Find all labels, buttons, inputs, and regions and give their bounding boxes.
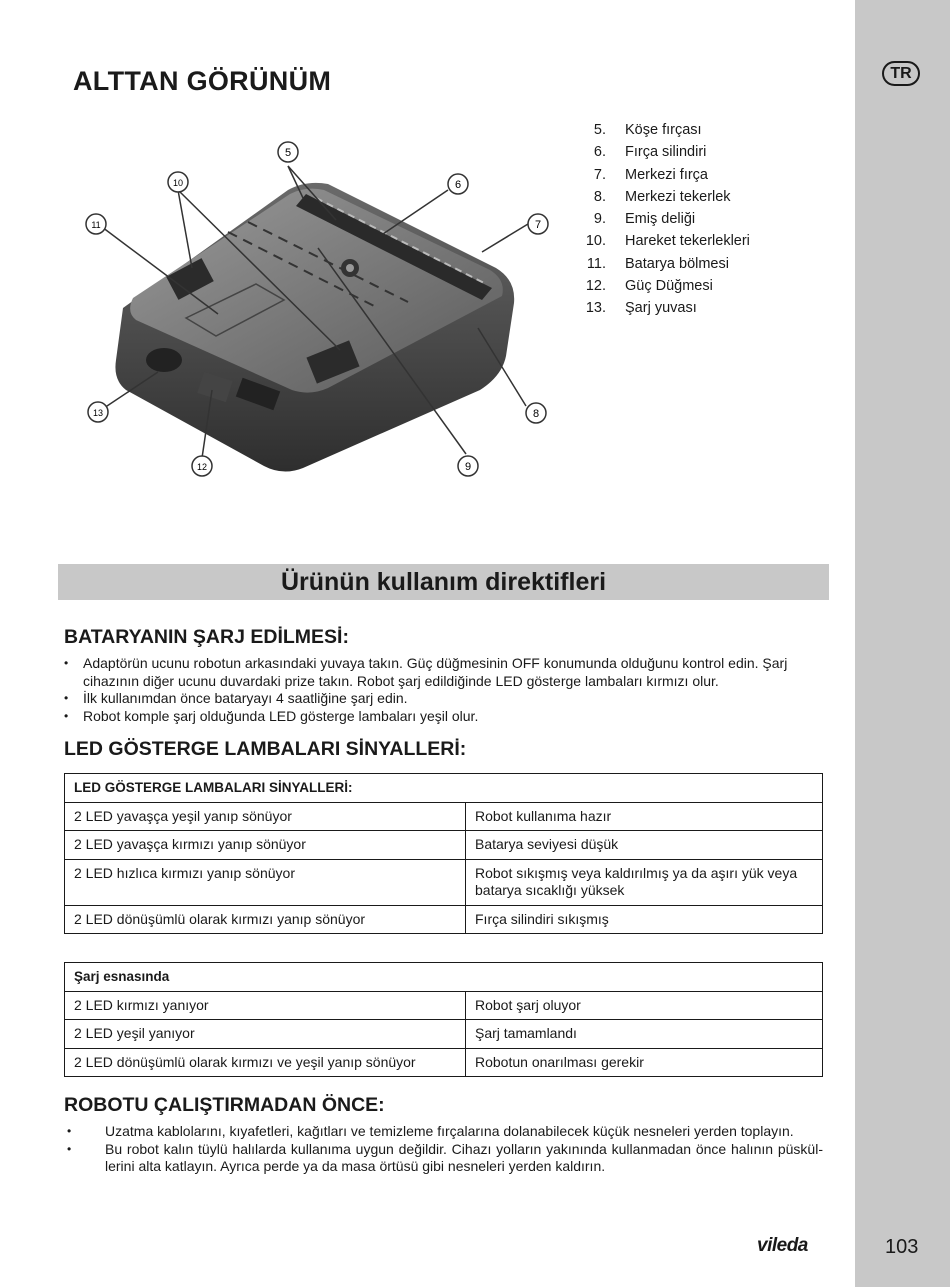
callout-11 (86, 214, 106, 234)
callout-7 (528, 214, 548, 234)
svg-text:11: 11 (91, 220, 101, 230)
table-row: 2 LED kırmızı yanıyor Robot şarj oluyor (65, 991, 823, 1020)
charging-status-table (64, 962, 823, 1077)
table-row: 2 LED dönüşümlü olarak kırmızı ve yeşil yanıp sönüyor Robotun onarılması gerekir (65, 1048, 823, 1077)
table-row: 2 LED yavaşça kırmızı yanıp sönüyor Batarya seviyesi düşük (65, 831, 823, 860)
svg-text:6: 6 (454, 179, 462, 191)
parts-list-item: 6. Fırça silindiri (593, 144, 707, 161)
page-number: 103 (885, 1236, 919, 1258)
table-row: 2 LED yeşil yanıyor Şarj tamamlandı (65, 1020, 823, 1049)
callout-9 (458, 456, 478, 476)
table-row: 2 LED dönüşümlü olarak kırmızı yanıp sönüyor Fırça silindiri sıkışmış (65, 905, 823, 934)
before-use-bullets (64, 1123, 823, 1176)
table-header-row (65, 774, 823, 803)
robot-body (115, 183, 514, 472)
vileda-logo: vileda (757, 1235, 808, 1256)
table-header: LED GÖSTERGE LAMBALARI SİNYALLERİ: (65, 774, 823, 803)
led-signals-table (64, 773, 823, 934)
parts-list-item: 9. Emiş deliği (593, 211, 696, 228)
callout-13 (88, 402, 108, 422)
led-heading: LED GÖSTERGE LAMBALARI SİNYALLERİ: (64, 738, 467, 760)
parts-list-item: 8. Merkezi tekerlek (593, 188, 731, 205)
table-row: 2 LED hızlıca kırmızı yanıp sönüyor Robot sıkışmış veya kaldırılmış ya da aşırı yük veya batarya sıcaklığı yüksek (65, 859, 823, 905)
list-item: • Robot komple şarj olduğunda LED gösterge lambaları yeşil olur. (64, 708, 824, 726)
callout-12 (192, 456, 212, 476)
table-row: 2 LED yavaşça yeşil yanıp sönüyor Robot kullanıma hazır (65, 802, 823, 831)
svg-text:7: 7 (534, 219, 542, 231)
table-header-row (65, 963, 823, 992)
parts-list-item: 5. Köşe fırçası (593, 122, 702, 138)
charging-bullets (64, 655, 824, 725)
before-use-heading: ROBOTU ÇALIŞTIRMADAN ÖNCE: (64, 1094, 385, 1116)
svg-text:10: 10 (172, 178, 184, 188)
callout-10 (168, 172, 188, 192)
list-item: • Bu robot kalın tüylü halılarda kullanıma uygun değildir. Cihazı yolların yakınında kullanmadan önce halının püsküllerini alta katlayın. Ayrıca perde ya da masa örtüsü gibi nesneleri yerden kaldırın. (64, 1141, 823, 1176)
parts-list-item: 11. Batarya bölmesi (586, 255, 729, 272)
svg-text:13: 13 (92, 408, 104, 418)
list-item: • Uzatma kablolarını, kıyafetleri, kağıtları ve temizleme fırçalarına dolanabilecek küçük nesneleri yerden toplayın. (64, 1123, 823, 1141)
callout-5 (278, 142, 298, 162)
table-header: Şarj esnasında (65, 963, 823, 992)
callout-6 (448, 174, 468, 194)
parts-list (578, 119, 750, 320)
charging-heading: BATARYANIN ŞARJ EDİLMESİ: (64, 626, 349, 648)
parts-list-item: 12. Güç Düğmesi (585, 278, 713, 295)
svg-text:5: 5 (284, 147, 292, 159)
svg-text:12: 12 (196, 462, 208, 472)
robot-underside-diagram (78, 128, 558, 490)
svg-text:9: 9 (464, 461, 472, 473)
language-badge: TR (882, 61, 920, 86)
section-title-band: Ürünün kullanım direktifleri (58, 564, 829, 600)
parts-list-item: 10. Hareket tekerlekleri (585, 233, 750, 250)
svg-text:8: 8 (532, 408, 540, 420)
list-item: • Adaptörün ucunu robotun arkasındaki yuvaya takın. Güç düğmesinin OFF konumunda olduğunu kontrol edin. Şarj cihazının diğer ucunu duvardaki prize takın. Robot şarj edildiğinde LED gösterge lambaları kırmızı olur. (64, 655, 824, 690)
parts-list-item: 13. Şarj yuvası (585, 300, 697, 317)
list-item: • İlk kullanımdan önce bataryayı 4 saatliğine şarj edin. (64, 690, 824, 708)
callout-8 (526, 403, 546, 423)
side-strip (855, 0, 950, 1287)
parts-list-item: 7. Merkezi fırça (593, 166, 708, 183)
page-title: ALTTAN GÖRÜNÜM (73, 66, 332, 96)
